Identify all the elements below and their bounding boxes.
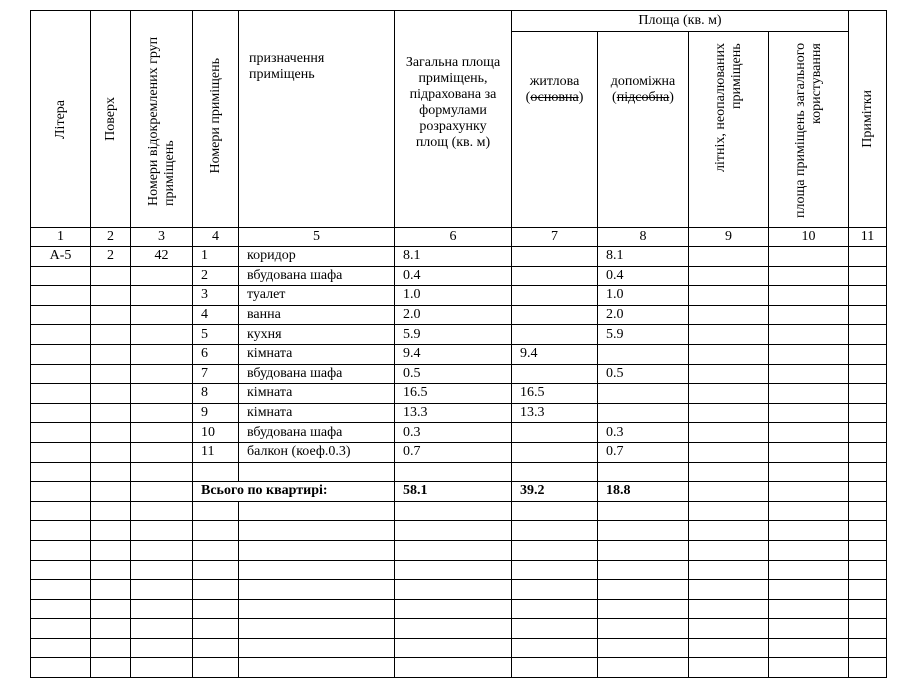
area-table-sheet (30, 10, 886, 680)
empty-row (31, 619, 887, 639)
cell-poverkh (91, 286, 131, 306)
cell-litera (31, 286, 91, 306)
cell-zagalna: 8.1 (395, 247, 512, 267)
col-num: 4 (193, 228, 239, 247)
table-row (31, 266, 887, 286)
cell-zagalna: 0.3 (395, 423, 512, 443)
empty-row (31, 658, 887, 678)
cell-poverkh (91, 384, 131, 404)
cell-nazva: балкон (коеф.0.3) (239, 442, 395, 462)
cell-nazva: вбудована шафа (239, 364, 395, 384)
cell-dopomizhna: 5.9 (598, 325, 689, 345)
empty-row (31, 521, 887, 541)
cell-nomer: 5 (193, 325, 239, 345)
cell-litera (31, 423, 91, 443)
col-num: 9 (689, 228, 769, 247)
cell-dopomizhna (598, 403, 689, 423)
cell-dopomizhna: 1.0 (598, 286, 689, 306)
table-row (31, 403, 887, 423)
cell-litera (31, 266, 91, 286)
cell-dopomizhna: 8.1 (598, 247, 689, 267)
empty-row (31, 560, 887, 580)
header-ploshcha-group: Площа (кв. м) (512, 11, 849, 32)
cell-zhytlova: 16.5 (512, 384, 598, 404)
cell-litera (31, 364, 91, 384)
cell-dopomizhna: 0.5 (598, 364, 689, 384)
cell-nomer: 10 (193, 423, 239, 443)
cell-grupa (131, 266, 193, 286)
total-row (31, 482, 887, 502)
cell-zhytlova (512, 325, 598, 345)
header-zagalnogo: площа приміщень загального користування (769, 32, 849, 228)
col-num: 10 (769, 228, 849, 247)
col-num: 6 (395, 228, 512, 247)
cell-litera (31, 305, 91, 325)
cell-dopomizhna: 0.4 (598, 266, 689, 286)
cell-nomer: 7 (193, 364, 239, 384)
cell-zagalna: 1.0 (395, 286, 512, 306)
header-poverkh: Поверх (91, 11, 131, 228)
empty-row (31, 540, 887, 560)
header-pryznachennia: призначення приміщень (239, 11, 395, 228)
col-num: 1 (31, 228, 91, 247)
cell-grupa (131, 286, 193, 306)
table-row (31, 442, 887, 462)
column-number-row (31, 228, 887, 247)
col-num: 7 (512, 228, 598, 247)
empty-row (31, 638, 887, 658)
cell-nomer: 6 (193, 344, 239, 364)
cell-zagalna: 0.7 (395, 442, 512, 462)
header-prymitky: Примітки (849, 11, 887, 228)
table-row (31, 344, 887, 364)
cell-nazva: кухня (239, 325, 395, 345)
header-litnikh: літніх, неопалюваних приміщень (689, 32, 769, 228)
table-row (31, 384, 887, 404)
cell-poverkh (91, 403, 131, 423)
cell-nazva: вбудована шафа (239, 266, 395, 286)
cell-zhytlova (512, 442, 598, 462)
cell-grupa (131, 403, 193, 423)
cell-litera (31, 384, 91, 404)
empty-row (31, 599, 887, 619)
cell-zagalna: 16.5 (395, 384, 512, 404)
cell-zagalna: 13.3 (395, 403, 512, 423)
cell-grupa: 42 (131, 247, 193, 267)
cell-grupa (131, 442, 193, 462)
cell-grupa (131, 325, 193, 345)
struck-osnovna: основна (530, 90, 579, 105)
cell-nazva: туалет (239, 286, 395, 306)
col-num: 5 (239, 228, 395, 247)
cell-grupa (131, 384, 193, 404)
table-row (31, 286, 887, 306)
cell-zagalna: 2.0 (395, 305, 512, 325)
cell-nomer: 11 (193, 442, 239, 462)
cell-zagalna: 9.4 (395, 344, 512, 364)
area-table (30, 10, 887, 678)
cell-litera (31, 325, 91, 345)
data-rows (31, 247, 887, 463)
cell-litera (31, 403, 91, 423)
cell-zagalna: 0.5 (395, 364, 512, 384)
cell-nomer: 2 (193, 266, 239, 286)
cell-nomer: 9 (193, 403, 239, 423)
cell-nazva: кімната (239, 344, 395, 364)
total-zhytlova: 39.2 (512, 482, 598, 502)
cell-zagalna: 0.4 (395, 266, 512, 286)
empty-row (31, 462, 887, 482)
cell-grupa (131, 364, 193, 384)
cell-nazva: кімната (239, 384, 395, 404)
cell-nazva: ванна (239, 305, 395, 325)
cell-nomer: 8 (193, 384, 239, 404)
table-row (31, 423, 887, 443)
table-row (31, 325, 887, 345)
table-row (31, 305, 887, 325)
cell-dopomizhna (598, 384, 689, 404)
cell-litera (31, 442, 91, 462)
total-zagalna: 58.1 (395, 482, 512, 502)
cell-grupa (131, 305, 193, 325)
cell-nomer: 4 (193, 305, 239, 325)
cell-zhytlova (512, 305, 598, 325)
cell-zagalna: 5.9 (395, 325, 512, 345)
cell-poverkh: 2 (91, 247, 131, 267)
empty-row (31, 501, 887, 521)
cell-poverkh (91, 305, 131, 325)
header-zagalna: Загальна площа приміщень, підрахована за формулами розрахунку площ (кв. м) (395, 11, 512, 228)
cell-dopomizhna: 0.3 (598, 423, 689, 443)
cell-poverkh (91, 364, 131, 384)
cell-dopomizhna (598, 344, 689, 364)
cell-poverkh (91, 325, 131, 345)
cell-dopomizhna: 2.0 (598, 305, 689, 325)
cell-nazva: вбудована шафа (239, 423, 395, 443)
cell-poverkh (91, 423, 131, 443)
col-num: 11 (849, 228, 887, 247)
struck-pidsobna: підсобна (616, 90, 670, 105)
cell-zhytlova: 9.4 (512, 344, 598, 364)
empty-row (31, 580, 887, 600)
cell-litera (31, 344, 91, 364)
cell-poverkh (91, 442, 131, 462)
cell-dopomizhna: 0.7 (598, 442, 689, 462)
col-num: 2 (91, 228, 131, 247)
cell-nazva: коридор (239, 247, 395, 267)
cell-poverkh (91, 266, 131, 286)
cell-zhytlova (512, 286, 598, 306)
header-dopomizhna: допоміжна (підсобна) (598, 32, 689, 228)
cell-zhytlova: 13.3 (512, 403, 598, 423)
cell-zhytlova (512, 247, 598, 267)
cell-nomer: 3 (193, 286, 239, 306)
blank-rows (31, 501, 887, 677)
header-zhytlova: житлова (основна) (512, 32, 598, 228)
header-nomery-grup: Номери відокремлених груп приміщень (131, 11, 193, 228)
cell-zhytlova (512, 364, 598, 384)
col-num: 3 (131, 228, 193, 247)
table-row (31, 364, 887, 384)
cell-grupa (131, 423, 193, 443)
cell-litera: А-5 (31, 247, 91, 267)
cell-zhytlova (512, 266, 598, 286)
cell-poverkh (91, 344, 131, 364)
cell-grupa (131, 344, 193, 364)
total-label: Всього по квартирі: (193, 482, 395, 502)
total-dopomizhna: 18.8 (598, 482, 689, 502)
cell-nazva: кімната (239, 403, 395, 423)
header-litera: Літера (31, 11, 91, 228)
col-num: 8 (598, 228, 689, 247)
header-nomery-prymishchen: Номери приміщень (193, 11, 239, 228)
table-row (31, 247, 887, 267)
cell-nomer: 1 (193, 247, 239, 267)
cell-zhytlova (512, 423, 598, 443)
